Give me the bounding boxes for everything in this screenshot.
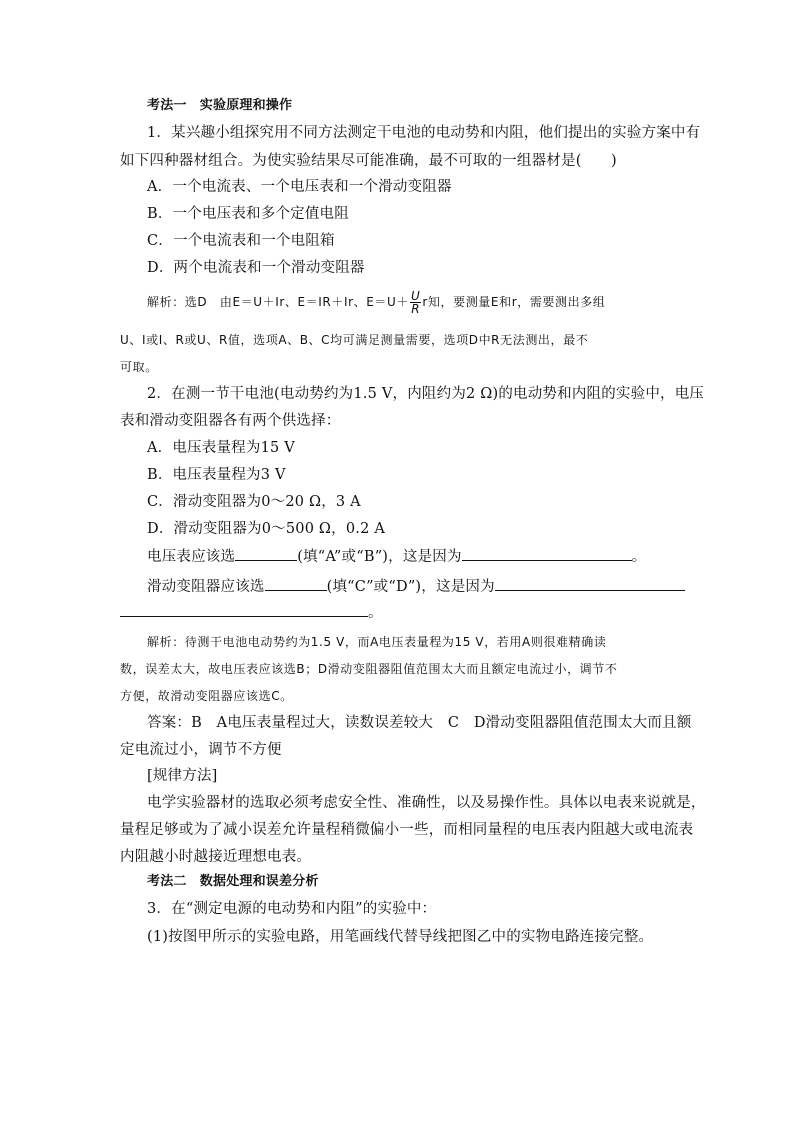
q2-answer-line2: 定电流过小，调节不方便 — [120, 742, 282, 758]
q2-fill-rheostat-continued — [120, 602, 383, 623]
q1-option-b: B．一个电压表和多个定值电阻 — [147, 206, 349, 222]
fraction-numerator: U — [410, 289, 421, 303]
q1-analysis-post: r知，要测量E和r，需要测出多组 — [422, 295, 606, 309]
answer-blank[interactable] — [265, 576, 327, 591]
rule-line3: 内阻越小时越接近理想电表。 — [120, 849, 312, 865]
reason-blank[interactable] — [495, 576, 685, 591]
q2-fill-rheostat — [147, 576, 685, 597]
fill2-prefix: 滑动变阻器应该选 — [147, 579, 265, 595]
rule-line1: 电学实验器材的选取必须考虑安全性、准确性，以及易操作性。具体以电表来说就是， — [147, 795, 706, 811]
q2-option-b: B．电压表量程为3 V — [147, 467, 286, 483]
fraction-u-over-r — [410, 290, 421, 315]
q1-option-c: C．一个电流表和一个电阻箱 — [147, 233, 335, 249]
section1-heading: 考法一 实验原理和操作 — [147, 98, 293, 113]
q3-line2: (1)按图甲所示的实验电路，用笔画线代替导线把图乙中的实物电路连接完整。 — [147, 929, 654, 945]
q2-option-d: D．滑动变阻器为0～500 Ω，0.2 A — [147, 521, 385, 537]
q2-option-c: C．滑动变阻器为0～20 Ω，3 A — [147, 494, 361, 510]
rule-title: [规律方法] — [147, 768, 218, 784]
q1-analysis-pre: 解析：选D 由E＝U＋Ir、E＝IR＋Ir、E＝U＋ — [147, 295, 409, 309]
q1-stem-line2: 如下四种器材组合。为使实验结果尽可能准确，最不可取的一组器材是( ) — [120, 153, 617, 169]
q2-stem-line1: 2．在测一节干电池(电动势约为1.5 V，内阻约为2 Ω)的电动势和内阻的实验中，电压 — [147, 386, 705, 402]
q2-analysis-line3: 方便，故滑动变阻器应该选C。 — [120, 689, 293, 703]
q3-line1: 3．在“测定电源的电动势和内阻”的实验中： — [147, 901, 437, 917]
section2-heading: 考法二 数据处理和误差分析 — [147, 874, 319, 889]
q2-analysis-line1: 解析：待测干电池电动势约为1.5 V，而A电压表量程为15 V，若用A则很难精确读 — [147, 635, 607, 649]
fill2-middle: (填“C”或“D”)，这是因为 — [326, 579, 495, 595]
q1-option-d: D．两个电流表和一个滑动变阻器 — [147, 260, 365, 276]
q1-analysis-line2: U、I或I、R或U、R值，选项A、B、C均可满足测量需要，选项D中R无法测出，最不 — [120, 333, 589, 347]
fill1-end: 。 — [631, 549, 647, 565]
q2-fill-voltmeter — [147, 546, 646, 567]
rule-line2: 量程足够或为了减小误差允许量程稍微偏小一些，而相同量程的电压表内阻越大或电流表 — [120, 822, 694, 838]
q1-analysis-line1 — [147, 290, 605, 315]
fill2-end: 。 — [368, 605, 383, 621]
q2-answer-line1: 答案：B A电压表量程过大，读数误差较大 C D滑动变阻器阻值范围太大而且额 — [147, 715, 692, 731]
fill1-prefix: 电压表应该选 — [147, 549, 236, 565]
q2-stem-line2: 表和滑动变阻器各有两个供选择： — [120, 413, 341, 429]
q1-option-a: A．一个电流表、一个电压表和一个滑动变阻器 — [147, 179, 452, 195]
q1-analysis-line3: 可取。 — [120, 360, 158, 374]
q2-option-a: A．电压表量程为15 V — [147, 440, 295, 456]
reason-blank[interactable] — [462, 546, 632, 561]
answer-blank[interactable] — [235, 546, 297, 561]
q1-stem-line1: 1．某兴趣小组探究用不同方法测定干电池的电动势和内阻，他们提出的实验方案中有 — [147, 125, 701, 141]
fill1-middle: (填“A”或“B”)，这是因为 — [297, 549, 462, 565]
reason-blank-continued[interactable] — [120, 602, 368, 617]
q2-analysis-line2: 数，误差太大，故电压表应该选B；D滑动变阻器阻值范围太大而且额定电流过小，调节不 — [120, 662, 618, 676]
fraction-denominator: R — [411, 302, 421, 316]
